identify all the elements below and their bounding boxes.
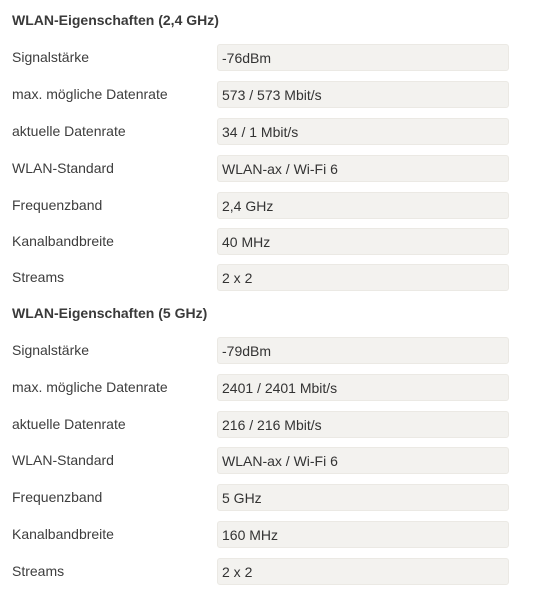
property-label: Kanalbandbreite <box>12 233 114 249</box>
property-value: 573 / 573 Mbit/s <box>217 81 509 108</box>
property-row-signal <box>0 337 535 366</box>
property-label: Frequenzband <box>12 197 103 213</box>
property-label: Streams <box>12 269 65 285</box>
property-label: max. mögliche Datenrate <box>12 379 168 395</box>
property-value: WLAN-ax / Wi-Fi 6 <box>217 447 509 474</box>
property-row-band <box>0 484 535 513</box>
section-title: WLAN-Eigenschaften (2,4 GHz) <box>12 12 219 28</box>
property-label: Signalstärke <box>12 49 90 65</box>
property-row-max-rate <box>0 81 535 110</box>
property-row-standard <box>0 155 535 184</box>
property-row-standard <box>0 447 535 476</box>
property-value: -79dBm <box>217 337 509 364</box>
property-row-bandwidth <box>0 228 535 257</box>
property-value: WLAN-ax / Wi-Fi 6 <box>217 155 509 182</box>
property-row-streams <box>0 558 535 587</box>
property-label: Streams <box>12 563 65 579</box>
section-title: WLAN-Eigenschaften (5 GHz) <box>12 305 208 321</box>
property-label: aktuelle Datenrate <box>12 416 126 432</box>
property-label: WLAN-Standard <box>12 452 114 468</box>
property-value: 216 / 216 Mbit/s <box>217 411 509 438</box>
property-row-current-rate <box>0 118 535 147</box>
property-label: Kanalbandbreite <box>12 526 114 542</box>
property-value: 2401 / 2401 Mbit/s <box>217 374 509 401</box>
property-label: aktuelle Datenrate <box>12 123 126 139</box>
property-label: max. mögliche Datenrate <box>12 86 168 102</box>
property-value: 40 MHz <box>217 228 509 255</box>
property-row-signal <box>0 44 535 73</box>
property-row-streams <box>0 264 535 293</box>
property-row-current-rate <box>0 411 535 440</box>
property-value: -76dBm <box>217 44 509 71</box>
property-label: Signalstärke <box>12 342 90 358</box>
property-label: Frequenzband <box>12 489 103 505</box>
property-row-band <box>0 192 535 221</box>
property-value: 2,4 GHz <box>217 192 509 219</box>
property-row-bandwidth <box>0 521 535 550</box>
property-value: 5 GHz <box>217 484 509 511</box>
property-row-max-rate <box>0 374 535 403</box>
property-label: WLAN-Standard <box>12 160 114 176</box>
property-value: 2 x 2 <box>217 558 509 585</box>
property-value: 2 x 2 <box>217 264 509 291</box>
property-value: 34 / 1 Mbit/s <box>217 118 509 145</box>
property-value: 160 MHz <box>217 521 509 548</box>
